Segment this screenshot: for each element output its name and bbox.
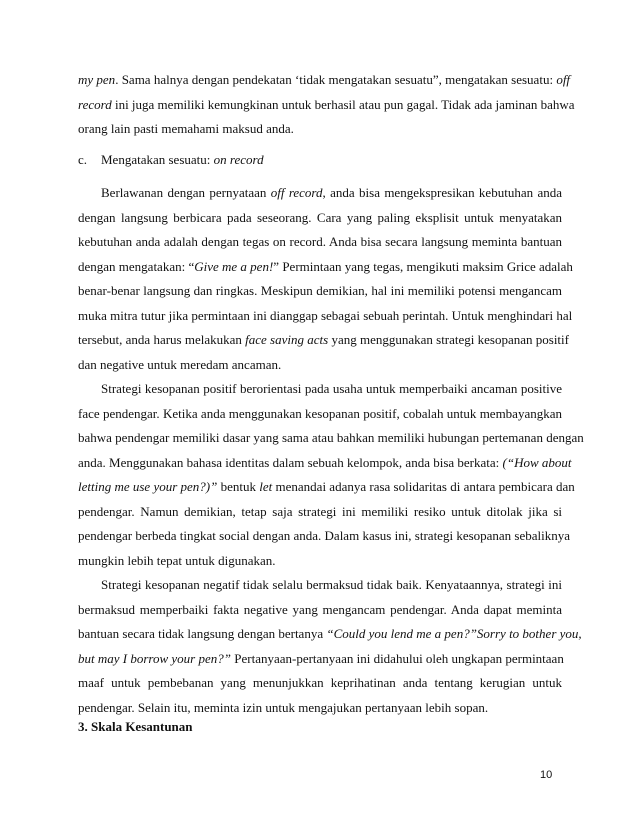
section-heading: 3. Skala Kesantunan [78, 719, 193, 734]
text-line: kebutuhan anda adalah dengan tegas on record. Anda bisa secara langsung meminta bantuan [78, 234, 562, 249]
text-line: bantuan secara tidak langsung dengan bertanya “Could you lend me a pen?”Sorry to bother you, [78, 626, 582, 641]
text-line: benar-benar langsung dan ringkas. Meskipun demikian, hal ini memiliki potensi mengancam [78, 283, 562, 298]
text-line: dengan mengatakan: “Give me a pen!” Permintaan yang tegas, mengikuti maksim Grice adalah [78, 258, 573, 274]
text-line: Strategi kesopanan negatif tidak selalu bermaksud tidak baik. Kenyataannya, strategi ini [101, 577, 562, 592]
page-number: 10 [540, 769, 553, 781]
list-marker-c: c. [78, 152, 88, 167]
text-line: Berlawanan dengan pernyataan off record, anda bisa mengekspresikan kebutuhan anda [101, 185, 562, 200]
text-line: bermaksud memperbaiki fakta negative yang mengancam pendengar. Anda dapat meminta [78, 601, 562, 617]
text-line: muka mitra tutur jika permintaan ini dianggap sebagai sebuah perintah. Untuk menghindari hal [78, 307, 573, 323]
text-line: pendengar. Namun demikian, tetap saja strategi ini memiliki resiko untuk ditolak jika si [78, 503, 562, 519]
text-line: letting me use your pen?)” bentuk let menandai adanya rasa solidaritas di antara pembicara dan [78, 479, 575, 494]
text-line: pendengar berbeda tingkat social dengan anda. Dalam kasus ini, strategi kesopanan sebaliknya [78, 528, 571, 543]
text-line: anda. Menggunakan bahasa identitas dalam sebuah kelompok, anda bisa berkata: (“How about [78, 454, 572, 470]
text-line: record ini juga memiliki kemungkinan untuk berhasil atau pun gagal. Tidak ada jaminan bahwa [78, 96, 575, 112]
text-line: maaf untuk pembebanan yang menunjukkan keprihatinan anda tentang kerugian untuk [78, 675, 562, 690]
text-line: face pendengar. Ketika anda menggunakan kesopanan positif, cobalah untuk membayangkan [78, 405, 562, 421]
text-line: pendengar. Selain itu, meminta izin untuk mengajukan pertanyaan lebih sopan. [78, 699, 489, 715]
text-line: dengan langsung berbicara pada seseorang. Cara yang paling eksplisit untuk menyatakan [78, 209, 562, 225]
text-line: orang lain pasti memahami maksud anda. [78, 121, 294, 136]
text-line: tersebut, anda harus melakukan face saving acts yang menggunakan strategi kesopanan positif [78, 332, 569, 347]
text-line: but may I borrow your pen?” Pertanyaan-pertanyaan ini didahului oleh ungkapan permintaan [78, 650, 564, 666]
text-line: mungkin lebih tepat untuk digunakan. [78, 552, 276, 568]
text-line: my pen. Sama halnya dengan pendekatan ‘tidak mengatakan sesuatu”, mengatakan sesuatu: off [78, 72, 571, 87]
text-line: dan negative untuk meredam ancaman. [78, 356, 282, 372]
list-item-c-text: Mengatakan sesuatu: on record [101, 152, 264, 167]
text-line: Strategi kesopanan positif berorientasi pada usaha untuk memperbaiki ancaman positive [101, 381, 562, 396]
text-line: bahwa pendengar memiliki dasar yang sama atau bahkan memiliki hubungan pertemanan dengan [78, 430, 584, 445]
